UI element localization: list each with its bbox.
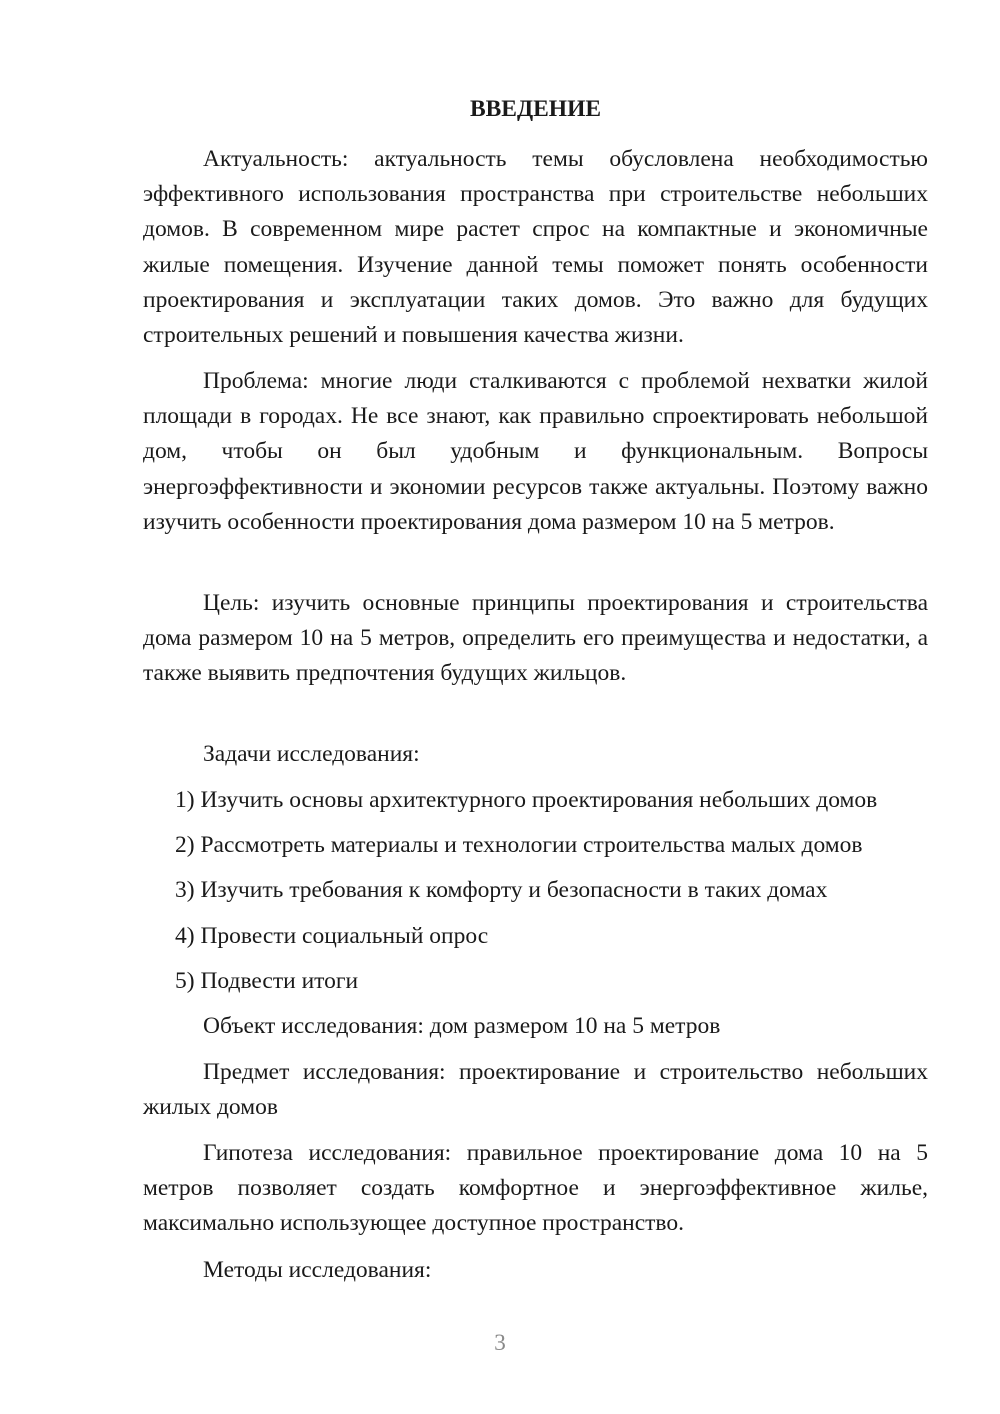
task-item-1: 1) Изучить основы архитектурного проектирования небольших домов xyxy=(175,787,878,813)
methods-heading: Методы исследования: xyxy=(203,1257,432,1283)
task-item-5: 5) Подвести итоги xyxy=(175,968,359,994)
object-paragraph: Объект исследования: дом размером 10 на 5 метров xyxy=(203,1013,721,1039)
relevance-paragraph: Актуальность: актуальность темы обусловлена необходимостью эффективного использования пространства при строительстве небольших домов. В современном мире растет спрос на компактные и экономичные жилые помещения. Изучение данной темы поможет понять особенности проектирования и эксплуатации таких домов. Это важно для будущих строительных решений и повышения качества жизни. xyxy=(143,146,928,349)
task-item-4: 4) Провести социальный опрос xyxy=(175,923,489,949)
tasks-heading: Задачи исследования: xyxy=(203,741,420,767)
page-number: 3 xyxy=(494,1330,506,1356)
task-item-3: 3) Изучить требования к комфорту и безопасности в таких домах xyxy=(175,877,828,903)
page-title: ВВЕДЕНИЕ xyxy=(469,96,602,122)
task-item-2: 2) Рассмотреть материалы и технологии строительства малых домов xyxy=(175,832,863,858)
goal-paragraph: Цель: изучить основные принципы проектирования и строительства дома размером 10 на 5 метров, определить его преимущества и недостатки, а также выявить предпочтения будущих жильцов. xyxy=(143,590,928,687)
problem-paragraph: Проблема: многие люди сталкиваются с проблемой нехватки жилой площади в городах. Не все знают, как правильно спроектировать небольшой дом, чтобы он был удобным и функциональным. Вопросы энергоэффективности и экономии ресурсов также актуальны. Поэтому важно изучить особенности проектирования дома размером 10 на 5 метров. xyxy=(143,368,928,535)
hypothesis-paragraph: Гипотеза исследования: правильное проектирование дома 10 на 5 метров позволяет создать комфортное и энергоэффективное жилье, максимально использующее доступное пространство. xyxy=(143,1140,928,1237)
subject-paragraph: Предмет исследования: проектирование и строительство небольших жилых домов xyxy=(143,1059,928,1121)
